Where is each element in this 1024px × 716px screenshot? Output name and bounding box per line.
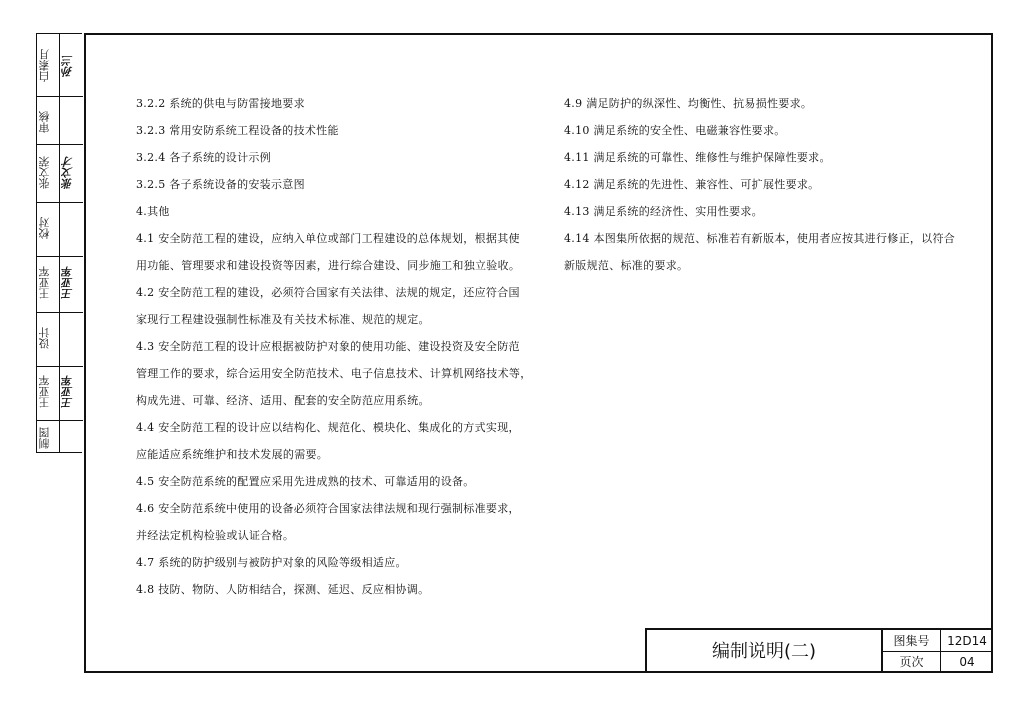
- text-line: 4.9 满足防护的纵深性、均衡性、抗易损性要求。: [564, 97, 813, 110]
- page-number-value: 04: [959, 655, 975, 669]
- text-line: 4.4 安全防范工程的设计应以结构化、规范化、模块化、集成化的方式实现，: [136, 421, 520, 434]
- text-line: 3.2.4 各子系统的设计示例: [136, 151, 271, 164]
- text-line: 4.13 满足系统的经济性、实用性要求。: [564, 205, 763, 218]
- title-block: [645, 628, 993, 673]
- text-line: 3.2.3 常用安防系统工程设备的技术性能: [136, 124, 339, 137]
- strip-divider: [37, 256, 83, 257]
- strip-divider: [37, 366, 83, 367]
- strip-name-3: 王亚军: [38, 266, 51, 300]
- text-line: 4.11 满足系统的可靠性、维修性与维护保障性要求。: [564, 151, 831, 164]
- strip-divider: [37, 202, 83, 203]
- text-line: 4.其他: [136, 205, 170, 218]
- strip-role-design: 设计: [38, 327, 51, 349]
- strip-divider: [37, 144, 83, 145]
- strip-name-2: 张文荣: [38, 156, 51, 190]
- text-line: 4.8 技防、物防、人防相结合，探测、延迟、反应相协调。: [136, 583, 430, 596]
- text-line: 4.5 安全防范系统的配置应采用先进成熟的技术、可靠适用的设备。: [136, 475, 475, 488]
- text-line: 3.2.5 各子系统设备的安装示意图: [136, 178, 305, 191]
- strip-name-4: 王亚军: [38, 375, 51, 409]
- signature-top: 孙兰: [61, 55, 74, 77]
- page-number-label: 页次: [883, 652, 941, 673]
- text-line: 应能适应系统维护和技术发展的需要。: [136, 448, 329, 461]
- text-line: 4.1 安全防范工程的建设，应纳入单位或部门工程建设的总体规划，根据其使: [136, 232, 520, 245]
- right-text-column: [564, 95, 964, 284]
- strip-role-check: 校对: [38, 217, 51, 239]
- text-line: 新版规范、标准的要求。: [564, 259, 689, 272]
- strip-divider: [37, 420, 83, 421]
- text-line: 家现行工程建设强制性标准及有关技术标准、规范的规定。: [136, 313, 430, 326]
- text-line: 4.12 满足系统的先进性、兼容性、可扩展性要求。: [564, 178, 820, 191]
- signature-strip: [36, 33, 82, 453]
- strip-role-review: 审核: [38, 111, 51, 133]
- text-line: 用功能、管理要求和建设投资等因素，进行综合建设、同步施工和独立验收。: [136, 259, 521, 272]
- text-line: 4.14 本图集所依据的规范、标准若有新版本，使用者应按其进行修正，以符合: [564, 232, 956, 245]
- text-line: 4.10 满足系统的安全性、电磁兼容性要求。: [564, 124, 786, 137]
- signature-4: 王亚军: [61, 375, 74, 409]
- text-line: 构成先进、可靠、经济、适用、配套的安全防范应用系统。: [136, 394, 430, 407]
- atlas-number-value: 12D14: [941, 630, 993, 652]
- drawing-title: 编制说明(二): [647, 630, 883, 673]
- text-line: 4.6 安全防范系统中使用的设备必须符合国家法律法规和现行强制标准要求，: [136, 502, 520, 515]
- text-line: 3.2.2 系统的供电与防雷接地要求: [136, 97, 305, 110]
- strip-role-drawing: 制图: [38, 427, 51, 449]
- text-line: 4.3 安全防范工程的设计应根据被防护对象的使用功能、建设投资及安全防范: [136, 340, 520, 353]
- left-text-column: [136, 95, 536, 608]
- strip-divider: [37, 312, 83, 313]
- text-line: 4.7 系统的防护级别与被防护对象的风险等级相适应。: [136, 556, 407, 569]
- strip-divider: [37, 96, 83, 97]
- strip-name-top: 白素月: [38, 49, 51, 83]
- text-line: 管理工作的要求，综合运用安全防范技术、电子信息技术、计算机网络技术等，: [136, 367, 532, 380]
- text-line: 4.2 安全防范工程的建设，必须符合国家有关法律、法规的规定，还应符合国: [136, 286, 520, 299]
- text-line: 并经法定机构检验或认证合格。: [136, 529, 295, 542]
- atlas-number-label: 图集号: [883, 630, 941, 652]
- signature-2: 张文才: [61, 156, 74, 190]
- signature-3: 王亚军: [61, 266, 74, 300]
